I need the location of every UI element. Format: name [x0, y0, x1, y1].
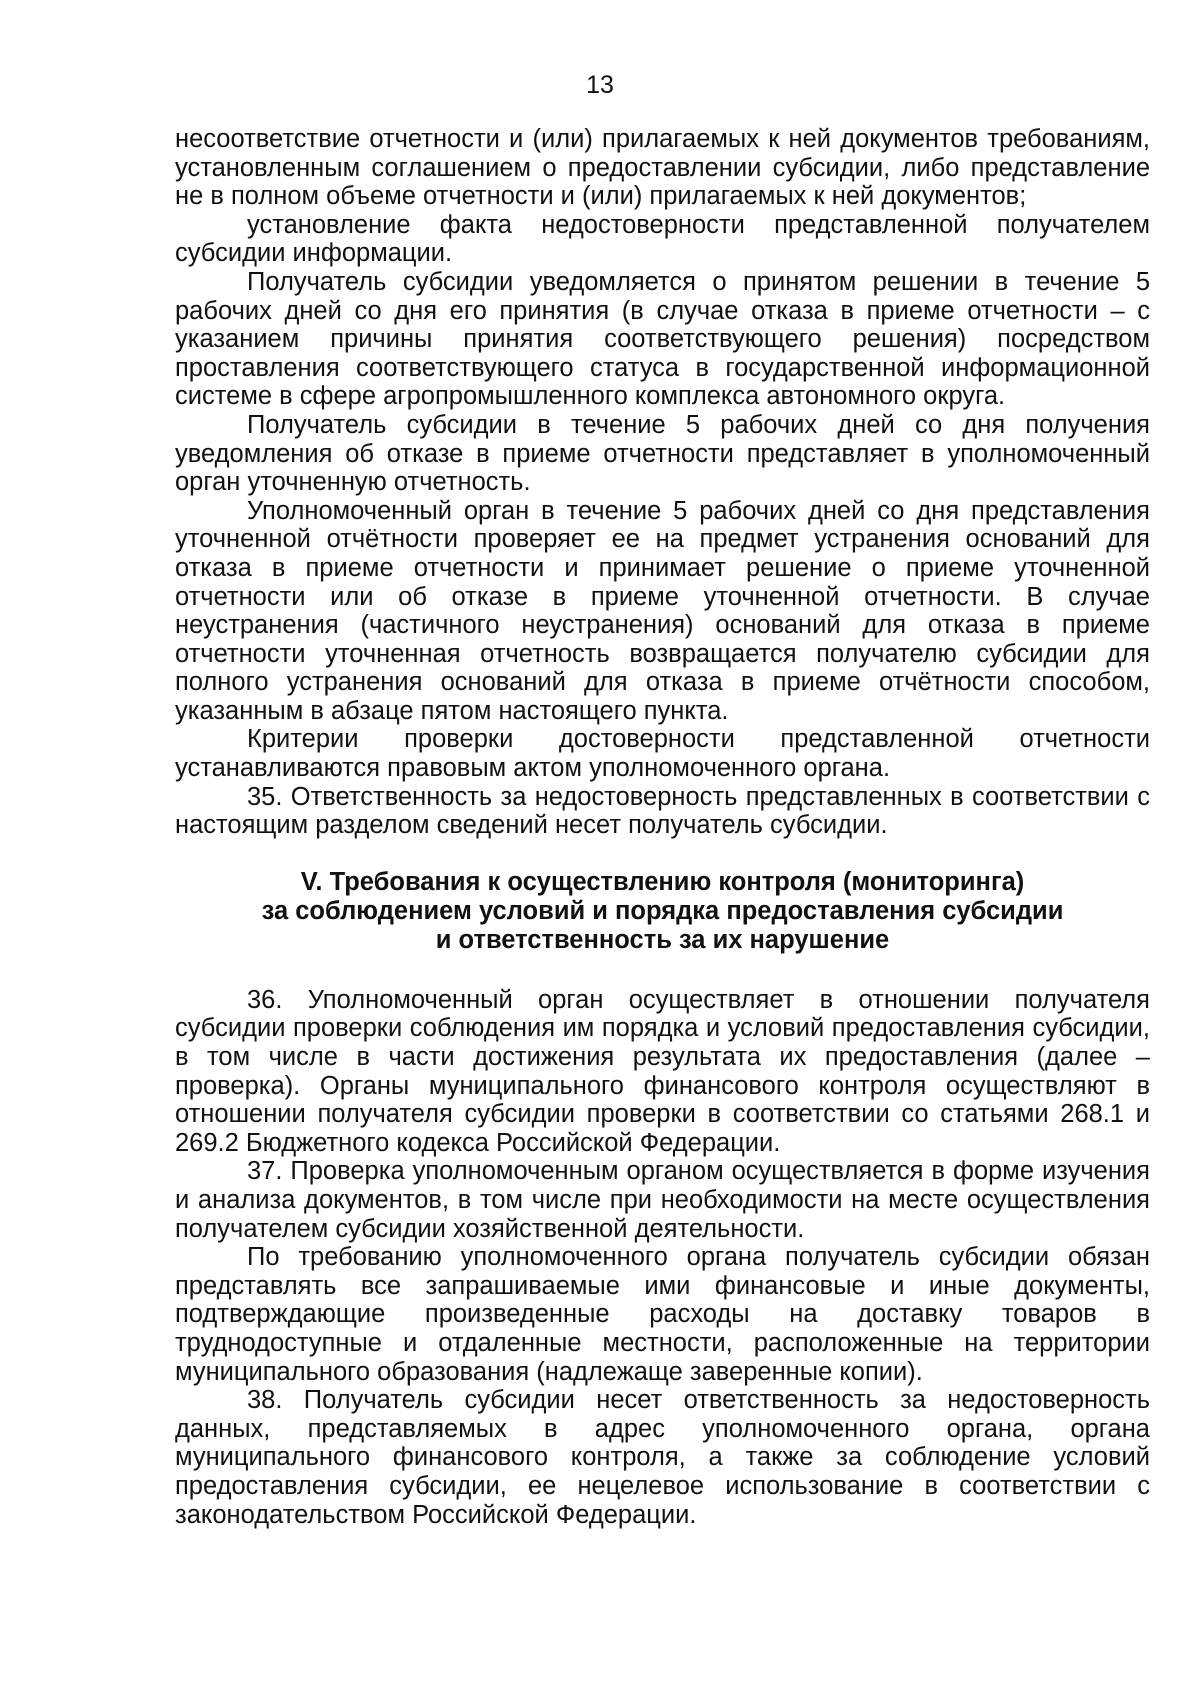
section-heading: [175, 868, 1150, 955]
document-body: [175, 125, 1150, 1529]
page-number: 13: [586, 71, 614, 99]
paragraph: По требованию уполномоченного органа получатель субсидии обязан представлять все запрашиваемые ими финансовые и иные документы, подтверждающие произведенные расходы на доставку товаров в труднодоступные и отдаленные местности, расположенные на территории муниципального образования (надлежаще заверенные копии).: [175, 1243, 1150, 1386]
section-heading-line: за соблюдением условий и порядка предоставления субсидии: [261, 896, 1064, 925]
paragraph: Получатель субсидии уведомляется о принятом решении в течение 5 рабочих дней со дня его принятия (в случае отказа в приеме отчетности – с указанием причины принятия соответствующего решения) посредством проставления соответствующего статуса в государственной информационной системе в сфере агропромышленного комплекса автономного округа.: [175, 267, 1150, 411]
paragraph: Уполномоченный орган в течение 5 рабочих дней со дня представления уточненной отчётности проверяет ее на предмет устранения оснований для отказа в приеме отчетности и принимает решение о приеме уточненной отчетности или об отказе в приеме уточненной отчетности. В случае неустранения (частичного неустранения) оснований для отказа в приеме отчетности уточненная отчетность возвращается получателю субсидии для полного устранения оснований для отказа в приеме отчётности способом, указанным в абзаце пятом настоящего пункта.: [175, 496, 1150, 725]
paragraph-item-37: 37. Проверка уполномоченным органом осуществляется в форме изучения и анализа документов, в том числе при необходимости на месте осуществления получателем субсидии хозяйственной деятельности.: [175, 1157, 1150, 1243]
paragraph: Критерии проверки достоверности представленной отчетности устанавливаются правовым актом уполномоченного органа.: [175, 725, 1150, 783]
section-heading-line: V. Требования к осуществлению контроля (мониторинга): [300, 867, 1025, 896]
section-heading-line: и ответственность за их нарушение: [435, 925, 890, 954]
paragraph-item-36: 36. Уполномоченный орган осуществляет в отношении получателя субсидии проверки соблюдения им порядка и условий предоставления субсидии, в том числе в части достижения результата их предоставления (далее – проверка). Органы муниципального финансового контроля осуществляют в отношении получателя субсидии проверки в соответствии со статьями 268.1 и 269.2 Бюджетного кодекса Российской Федерации.: [175, 985, 1150, 1157]
paragraph: установление факта недостоверности представленной получателем субсидии информации.: [175, 210, 1150, 268]
paragraph-item-38: 38. Получатель субсидии несет ответственность за недостоверность данных, представляемых в адрес уполномоченного органа, органа муниципального финансового контроля, а также за соблюдение условий предоставления субсидии, ее нецелевое использование в соответствии с законодательством Российской Федерации.: [175, 1386, 1150, 1529]
paragraph-continuation: несоответствие отчетности и (или) прилагаемых к ней документов требованиям, установленным соглашением о предоставлении субсидии, либо представление не в полном объеме отчетности и (или) прилагаемых к ней документов;: [175, 125, 1150, 211]
paragraph-item-35: 35. Ответственность за недостоверность представленных в соответствии с настоящим разделом сведений несет получатель субсидии.: [175, 782, 1150, 840]
paragraph: Получатель субсидии в течение 5 рабочих дней со дня получения уведомления об отказе в приеме отчетности представляет в уполномоченный орган уточненную отчетность.: [175, 410, 1150, 497]
